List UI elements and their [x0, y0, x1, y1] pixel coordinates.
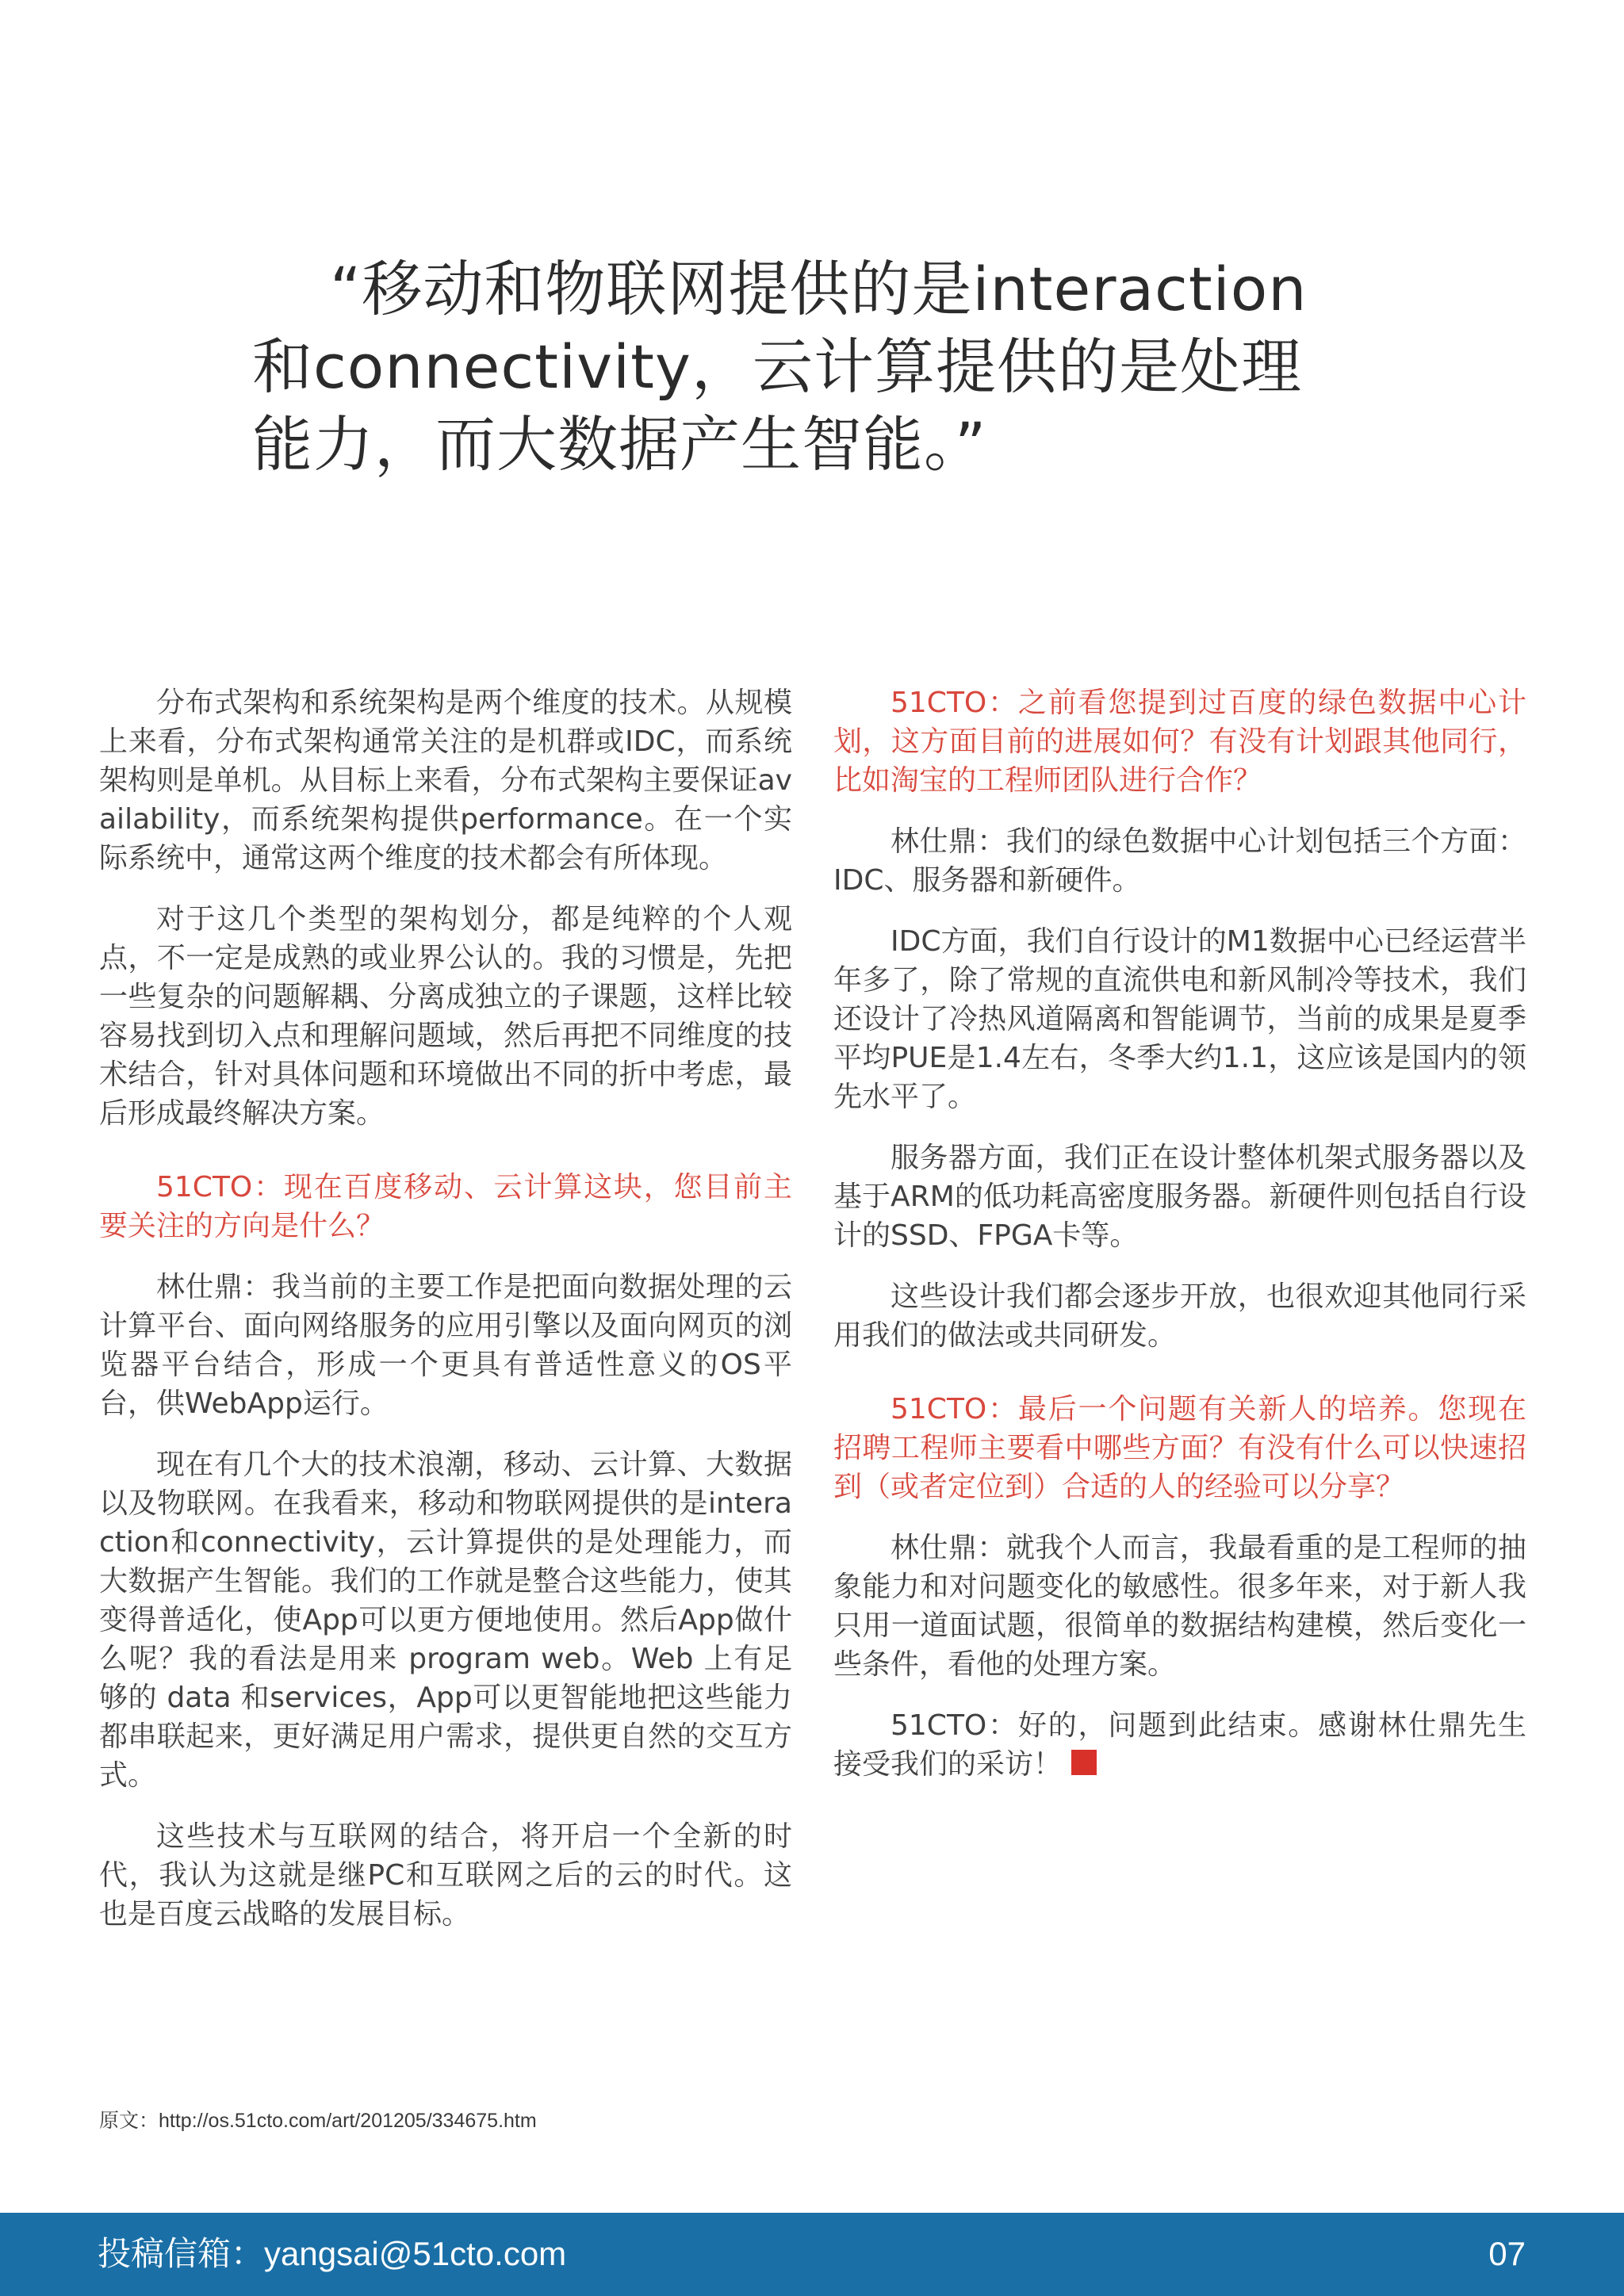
answer-paragraph: 林仕鼎：就我个人而言，我最看重的是工程师的抽象能力和对问题变化的敏感性。很多年来，对于新人我只用一道面试题，很简单的数据结构建模，然后变化一些条件，看他的处理方案。	[833, 1532, 1526, 1681]
answer-paragraph: 林仕鼎：我们的绿色数据中心计划包括三个方面：IDC、服务器和新硬件。	[833, 825, 1526, 897]
answer-paragraph: 林仕鼎：我当前的主要工作是把面向数据处理的云计算平台、面向网络服务的应用引擎以及面向网页的浏览器平台结合，形成一个更具有普适性意义的OS平台，供WebApp运行。	[99, 1271, 792, 1420]
question-paragraph: 51CTO：之前看您提到过百度的绿色数据中心计划，这方面目前的进展如何？有没有计划跟其他同行，比如淘宝的工程师团队进行合作？	[833, 687, 1526, 797]
answer-paragraph: 现在有几个大的技术浪潮，移动、云计算、大数据以及物联网。在我看来，移动和物联网提供的是interaction和connectivity，云计算提供的是处理能力，而大数据产生智能。我们的工作就是整合这些能力，使其变得普适化，使App可以更方便地使用。然后App做什么呢？我的看法是用来 program web。Web 上有足够的 data 和services，App可以更智能地把这些能力都串联起来，更好满足用户需求，提供更自然的交互方式。	[99, 1448, 792, 1792]
source-link[interactable]: 原文：http://os.51cto.com/art/201205/334675.htm	[99, 2110, 537, 2132]
right-column	[833, 683, 1526, 1806]
closing-paragraph	[833, 1706, 1526, 1784]
answer-paragraph: 这些设计我们都会逐步开放，也很欢迎其他同行采用我们的做法或共同研发。	[833, 1280, 1526, 1352]
answer-paragraph: 分布式架构和系统架构是两个维度的技术。从规模上来看，分布式架构通常关注的是机群或IDC，而系统架构则是单机。从目标上来看，分布式架构主要保证availability，而系统架构提供performance。在一个实际系统中，通常这两个维度的技术都会有所体现。	[99, 687, 792, 874]
answer-paragraph: 这些技术与互联网的结合，将开启一个全新的时代，我认为这就是继PC和互联网之后的云的时代。这也是百度云战略的发展目标。	[99, 1820, 792, 1931]
answer-paragraph: 服务器方面，我们正在设计整体机架式服务器以及基于ARM的低功耗高密度服务器。新硬件则包括自行设计的SSD、FPGA卡等。	[833, 1142, 1526, 1252]
pull-quote-line: 和connectivity，云计算提供的是处理	[252, 331, 1302, 402]
left-column	[99, 683, 792, 1956]
pull-quote	[252, 251, 1378, 484]
closing-text: 51CTO：好的，问题到此结束。感谢林仕鼎先生接受我们的采访！	[833, 1709, 1526, 1781]
footer-bar	[0, 2213, 1624, 2296]
page-number: 07	[1488, 2235, 1526, 2272]
contribution-email[interactable]: 投稿信箱：yangsai@51cto.com	[98, 2235, 567, 2272]
end-mark-square	[1071, 1750, 1097, 1775]
pull-quote-line: “移动和物联网提供的是interaction	[330, 254, 1308, 324]
question-paragraph: 51CTO：现在百度移动、云计算这块，您目前主要关注的方向是什么？	[99, 1171, 792, 1242]
answer-paragraph: IDC方面，我们自行设计的M1数据中心已经运营半年多了，除了常规的直流供电和新风制冷等技术，我们还设计了冷热风道隔离和智能调节，当前的成果是夏季平均PUE是1.4左右，冬季大约1.1，这应该是国内的领先水平了。	[833, 925, 1526, 1113]
pull-quote-line: 能力，而大数据产生智能。”	[252, 409, 987, 480]
question-paragraph: 51CTO：最后一个问题有关新人的培养。您现在招聘工程师主要看中哪些方面？有没有什么可以快速招到（或者定位到）合适的人的经验可以分享？	[833, 1393, 1526, 1503]
answer-paragraph: 对于这几个类型的架构划分，都是纯粹的个人观点，不一定是成熟的或业界公认的。我的习惯是，先把一些复杂的问题解耦、分离成独立的子课题，这样比较容易找到切入点和理解问题域，然后再把不同维度的技术结合，针对具体问题和环境做出不同的折中考虑，最后形成最终解决方案。	[99, 903, 792, 1130]
